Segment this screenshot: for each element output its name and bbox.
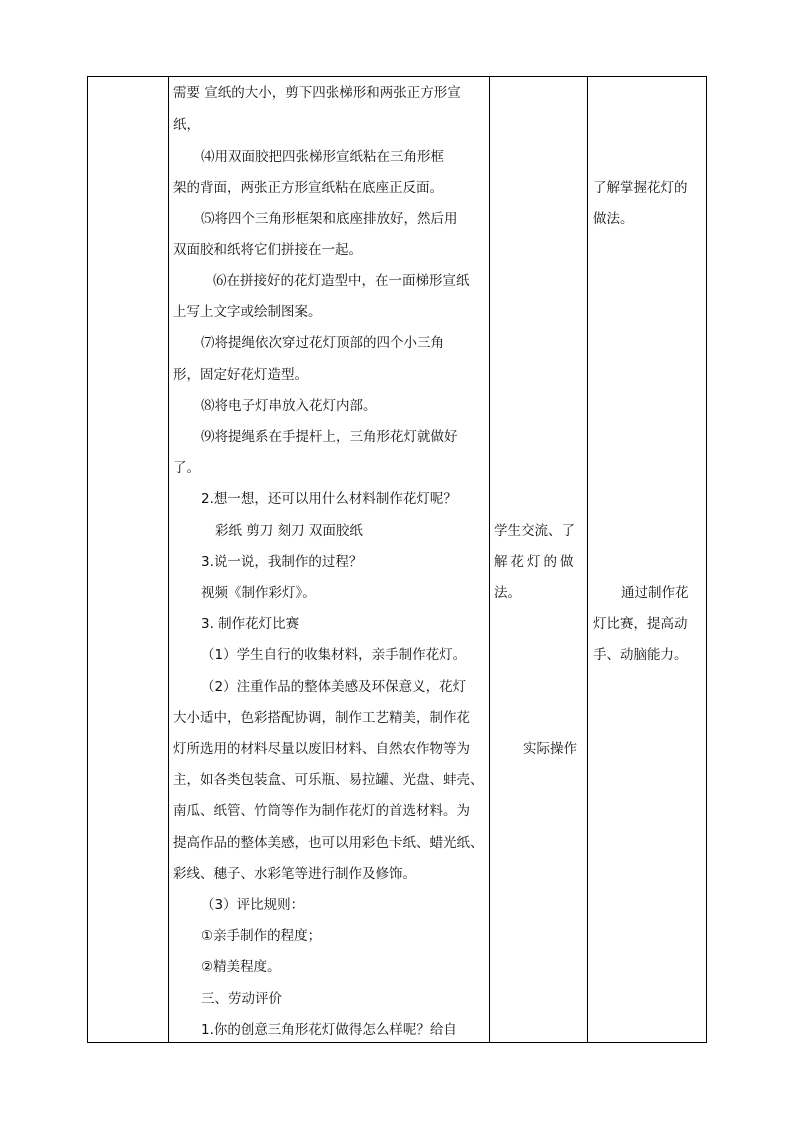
content-line: 架的背面，两张正方形宣纸粘在底座正反面。 (173, 180, 443, 196)
content-line: 视频《制作彩灯》。 (201, 585, 316, 601)
student-activity-cell (490, 77, 587, 1042)
content-line: ⑹在拼接好的花灯造型中，在一面梯形宣纸 (213, 273, 470, 289)
content-line: 形，固定好花灯造型。 (173, 367, 308, 383)
content-line: ②精美程度。 (201, 959, 281, 975)
content-line: ⑷用双面胶把四张梯形宣纸粘在三角形框 (201, 149, 444, 165)
content-line: 纸， (173, 117, 200, 133)
content-line: ⑸将四个三角形框架和底座排放好，然后用 (201, 211, 458, 227)
content-line: （3）评比规则： (201, 897, 305, 913)
content-line: ⑺将提绳依次穿过花灯顶部的四个小三角 (201, 335, 444, 351)
content-line: ⑼将提绳系在手提杆上，三角形花灯就做好 (201, 429, 458, 445)
content-line: 主，如各类包装盒、可乐瓶、易拉罐、光盘、蚌壳、 (173, 772, 484, 788)
content-line: 三、劳动评价 (201, 991, 282, 1007)
purpose-line: 通过制作花 (621, 585, 689, 601)
content-line: 南瓜、纸管、竹筒等作为制作花灯的首选材料。为 (173, 803, 470, 819)
student-line: 法。 (494, 585, 521, 601)
content-line: ⑻将电子灯串放入花灯内部。 (201, 398, 377, 414)
student-line: 解花灯的做 (494, 554, 577, 570)
content-line: （1）学生自行的收集材料，亲手制作花灯。 (201, 647, 467, 663)
content-line: 3. 制作花灯比赛 (201, 616, 300, 632)
student-line: 学生交流、了 (494, 523, 575, 539)
content-line: 彩线、穗子、水彩笔等进行制作及修饰。 (173, 866, 416, 882)
purpose-line: 了解掌握花灯的 (593, 180, 688, 196)
design-purpose-cell (588, 77, 706, 1042)
content-line: 2.想一想，还可以用什么材料制作花灯呢？ (201, 491, 457, 507)
content-line: 大小适中，色彩搭配协调，制作工艺精美，制作花 (173, 710, 470, 726)
content-line: 3.说一说，我制作的过程？ (201, 554, 363, 570)
lesson-table (87, 76, 707, 1043)
content-line: 彩纸 剪刀 刻刀 双面胶纸 (215, 523, 363, 539)
content-line: 1.你的创意三角形花灯做得怎么样呢？给自 (201, 1022, 457, 1038)
content-line: 双面胶和纸将它们拼接在一起。 (173, 242, 362, 258)
student-line: 实际操作 (523, 741, 577, 757)
content-line: 需要 宣纸的大小，剪下四张梯形和两张正方形宣 (173, 85, 461, 101)
content-line: 灯所选用的材料尽量以废旧材料、自然农作物等为 (173, 741, 470, 757)
content-line: （2）注重作品的整体美感及环保意义，花灯 (201, 679, 467, 695)
purpose-line: 做法。 (593, 211, 634, 227)
content-line: 提高作品的整体美感，也可以用彩色卡纸、蜡光纸、 (173, 835, 484, 851)
purpose-line: 灯比赛，提高动 (593, 616, 688, 632)
empty-column-cell (88, 77, 168, 1042)
content-line: 了。 (173, 460, 200, 476)
purpose-line: 手、动脑能力。 (593, 647, 688, 663)
teaching-content-cell (169, 77, 489, 1042)
content-line: ①亲手制作的程度； (201, 928, 322, 944)
content-line: 上写上文字或绘制图案。 (173, 304, 322, 320)
